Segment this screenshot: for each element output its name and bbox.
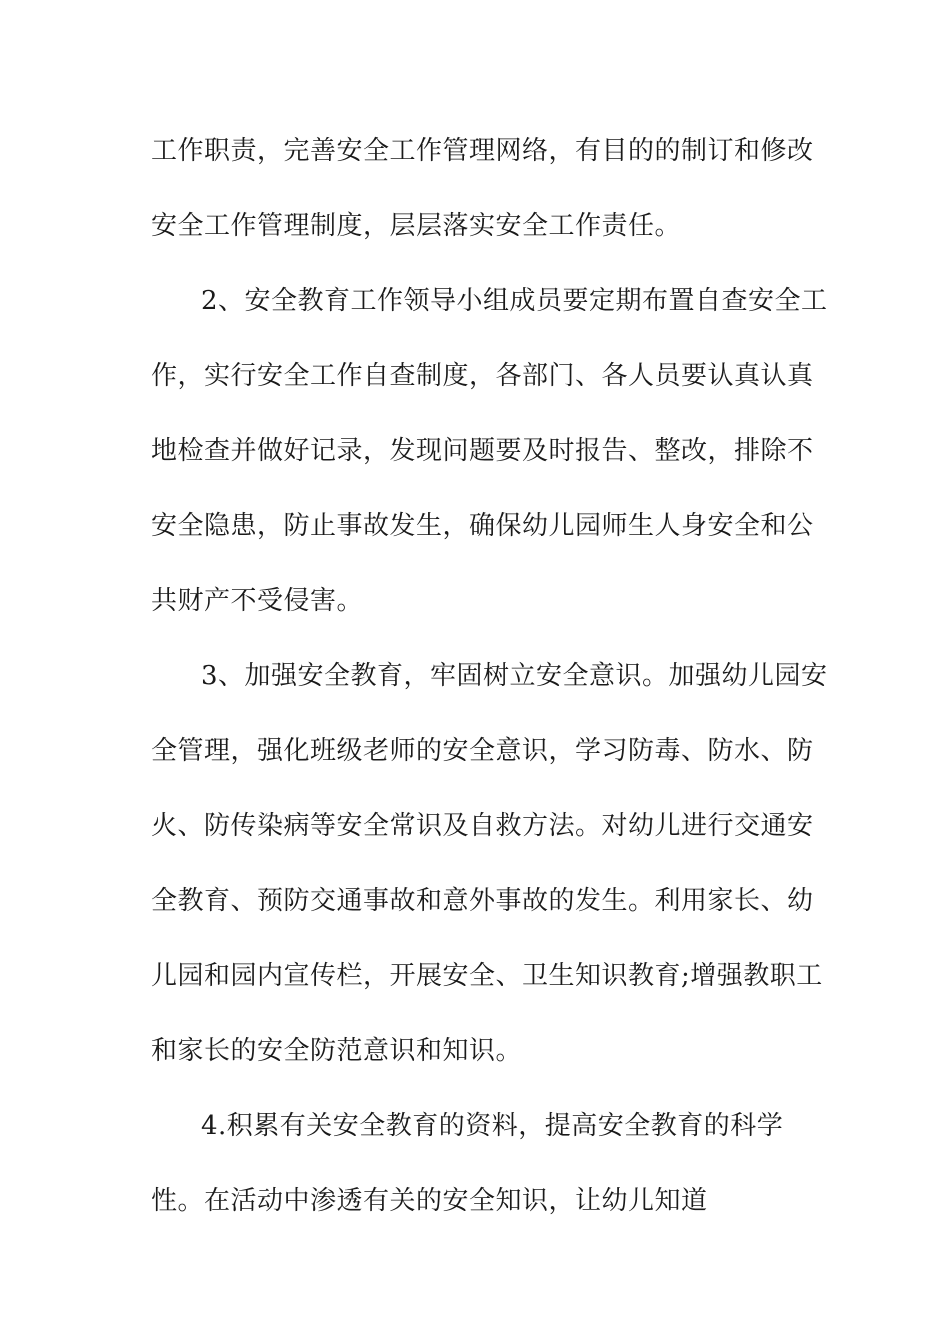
body-text-line: 全教育、预防交通事故和意外事故的发生。利用家长、幼 bbox=[151, 886, 814, 916]
body-text-line: 共财产不受侵害。 bbox=[151, 586, 364, 616]
body-text-line: 全管理，强化班级老师的安全意识，学习防毒、防水、防 bbox=[151, 736, 814, 766]
body-text-line: 儿园和园内宣传栏，开展安全、卫生知识教育;增强教职工 bbox=[151, 961, 823, 991]
body-text-line: 作，实行安全工作自查制度，各部门、各人员要认真认真 bbox=[151, 361, 814, 391]
body-text-line: 安全隐患，防止事故发生，确保幼儿园师生人身安全和公 bbox=[151, 511, 814, 541]
body-text-line: 地检查并做好记录，发现问题要及时报告、整改，排除不 bbox=[151, 436, 814, 466]
body-text-line: 和家长的安全防范意识和知识。 bbox=[151, 1036, 523, 1066]
paragraph-2-start: 2、安全教育工作领导小组成员要定期布置自查安全工 bbox=[201, 286, 828, 316]
paragraph-4-start: 4.积累有关安全教育的资料，提高安全教育的科学 bbox=[201, 1111, 784, 1141]
body-text-line: 性。在活动中渗透有关的安全知识，让幼儿知道 bbox=[151, 1186, 708, 1216]
paragraph-3-start: 3、加强安全教育，牢固树立安全意识。加强幼儿园安 bbox=[201, 661, 828, 691]
body-text-line: 火、防传染病等安全常识及自救方法。对幼儿进行交通安 bbox=[151, 811, 814, 841]
body-text-line: 安全工作管理制度，层层落实安全工作责任。 bbox=[151, 211, 682, 241]
body-text-line: 工作职责，完善安全工作管理网络，有目的的制订和修改 bbox=[151, 136, 814, 166]
